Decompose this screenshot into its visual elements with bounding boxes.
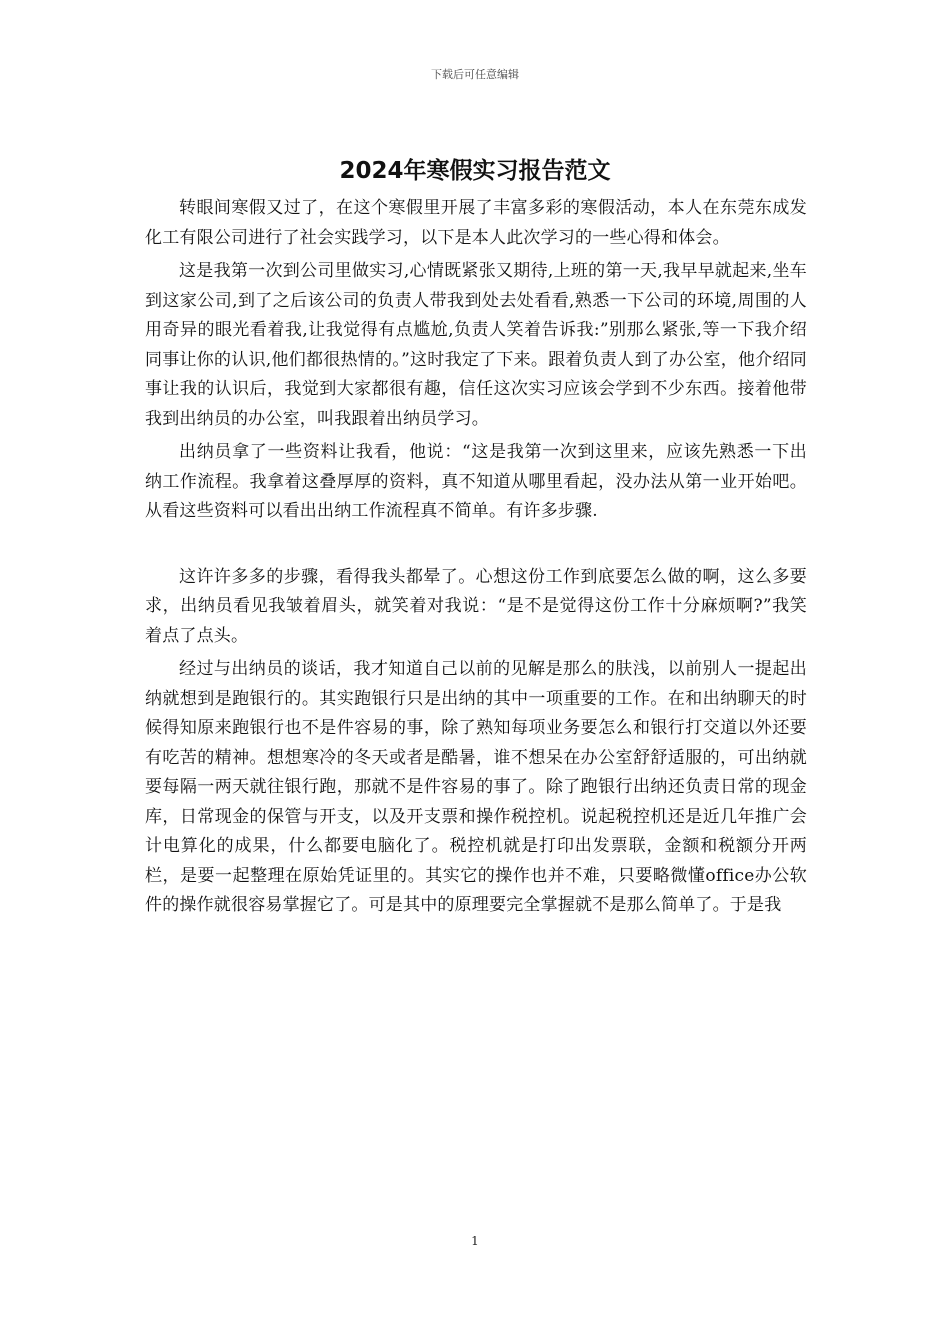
document-title: 2024年寒假实习报告范文 (339, 158, 611, 184)
paragraph-cashier-duties: 经过与出纳员的谈话，我才知道自己以前的见解是那么的肤浅，以前别人一提起出纳就想到是跑银行的。其实跑银行只是出纳的其中一项重要的工作。在和出纳聊天的时候得知原来跑银行也不是件容易的事，除了熟知每项业务要怎么和银行打交道以外还要有吃苦的精神。想想寒冷的冬天或者是酷暑，谁不想呆在办公室舒舒适服的，可出纳就要每隔一两天就往银行跑，那就不是件容易的事了。除了跑银行出纳还负责日常的现金库，日常现金的保管与开支，以及开支票和操作税控机。说起税控机还是近几年推广会计电算化的成果，什么都要电脑化了。税控机就是打印出发票联，金额和税额分开两栏，是要一起整理在原始凭证里的。其实它的操作也并不难，只要略微懂office办公软件的操作就很容易掌握它了。可是其中的原理要完全掌握就不是那么简单了。于是我 (145, 659, 807, 915)
paragraph-cashier-materials: 出纳员拿了一些资料让我看，他说：“这是我第一次到这里来，应该先熟悉一下出纳工作流程。我拿着这叠厚厚的资料，真不知道从哪里看起，没办法从第一业开始吧。从看这些资料可以看出出纳工作流程真不简单。有许多步骤. (145, 442, 807, 521)
paragraph-first-day: 这是我第一次到公司里做实习,心情既紧张又期待,上班的第一天,我早早就起来,坐车到这家公司,到了之后该公司的负责人带我到处去处看看,熟悉一下公司的环境,周围的人用奇异的眼光看着我,让我觉得有点尴尬,负责人笑着告诉我:”别那么紧张,等一下我介绍同事让你的认识,他们都很热情的。”这时我定了下来。跟着负责人到了办公室，他介绍同事让我的认识后，我觉到大家都很有趣，信任这次实习应该会学到不少东西。接着他带我到出纳员的办公室，叫我跟着出纳员学习。 (145, 261, 807, 429)
header-note: 下载后可任意编辑 (431, 68, 519, 81)
paragraph-steps: 这许许多多的步骤，看得我头都晕了。心想这份工作到底要怎么做的啊，这么多要求，出纳员看见我皱着眉头，就笑着对我说：“是不是觉得这份工作十分麻烦啊?”我笑着点了点头。 (145, 566, 807, 646)
paragraph-intro: 转眼间寒假又过了，在这个寒假里开展了丰富多彩的寒假活动，本人在东莞东成发化工有限公司进行了社会实践学习，以下是本人此次学习的一些心得和体会。 (145, 198, 807, 248)
page-number: 1 (471, 1234, 479, 1248)
document-body (145, 194, 807, 921)
